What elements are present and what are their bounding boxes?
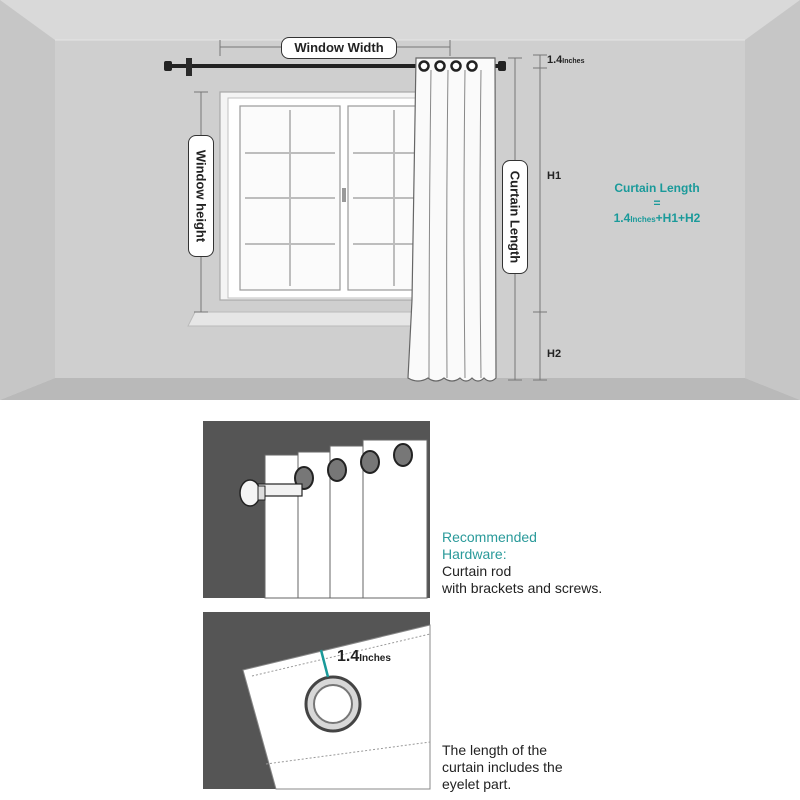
- eyelet-note-line3: eyelet part.: [442, 776, 512, 792]
- eyelet-caption: [442, 742, 563, 793]
- curtain-length-formula: [590, 181, 724, 227]
- hardware-illustration: [203, 421, 430, 598]
- eyelet-size-label: 1.4Inches: [337, 648, 391, 665]
- window-handle: [342, 188, 346, 202]
- rod-finial-left: [164, 61, 172, 71]
- eyelet-icon: [468, 62, 477, 71]
- eyelet-detail-illustration: [203, 612, 430, 789]
- eyelet-icon: [420, 62, 429, 71]
- window-width-label: Window Width: [281, 37, 397, 59]
- hardware-heading-line2: Hardware:: [442, 546, 507, 562]
- h2-label: H2: [547, 348, 562, 360]
- formula-equals: =: [653, 196, 661, 210]
- eyelet-icon: [452, 62, 461, 71]
- window-height-label: Window height: [188, 135, 214, 257]
- hardware-line2: with brackets and screws.: [442, 580, 603, 596]
- curtain-length-label: Curtain Length: [502, 160, 528, 274]
- curtain-panel: [408, 58, 496, 381]
- h1-label: H1: [547, 170, 562, 182]
- eyelet-note-line2: curtain includes the: [442, 759, 563, 775]
- formula-expression: 1.4Inches+H1+H2: [613, 211, 701, 225]
- floor: [0, 378, 800, 400]
- rod-finial-right: [498, 61, 506, 71]
- hardware-line1: Curtain rod: [442, 563, 512, 579]
- finial-icon: [240, 480, 260, 506]
- formula-title: Curtain Length: [614, 181, 700, 195]
- hardware-heading-line1: Recommended: [442, 529, 537, 545]
- eyelet-note-line1: The length of the: [442, 742, 548, 758]
- hardware-caption: [442, 529, 602, 597]
- bracket-left: [186, 58, 192, 76]
- top-gap-label: 1.4Inches: [547, 54, 585, 66]
- eyelet-icon: [436, 62, 445, 71]
